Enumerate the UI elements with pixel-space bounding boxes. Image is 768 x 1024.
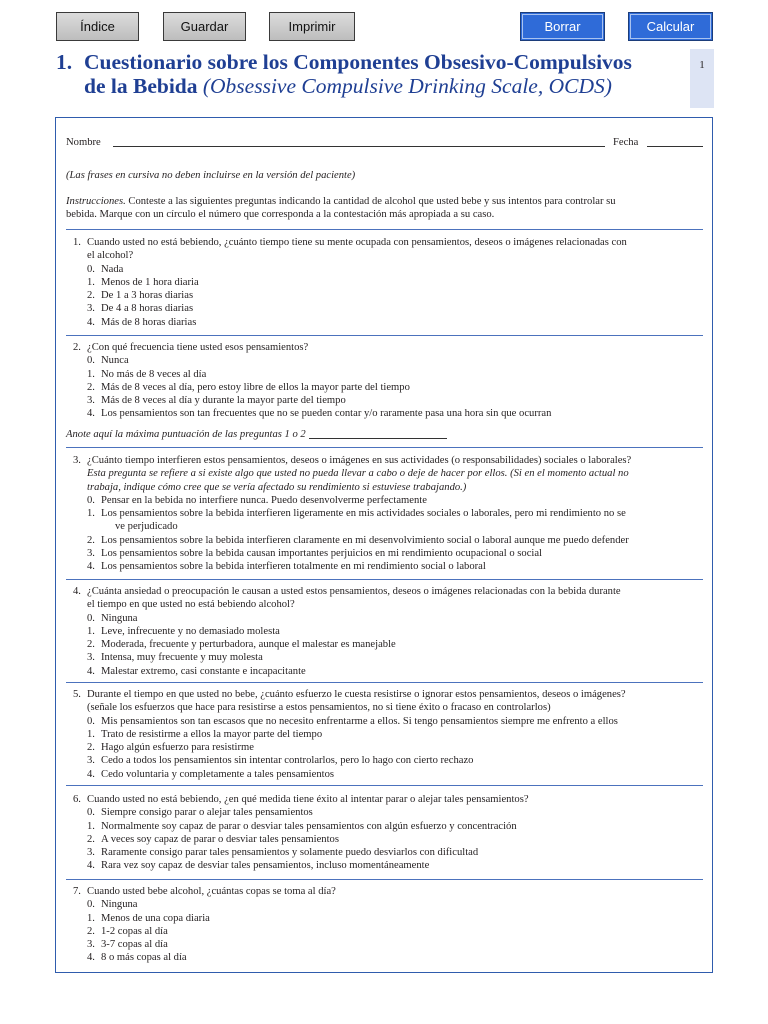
option-text: Los pensamientos son tan frecuentes que no se pueden contar y/o raramente pasa una hora sin que ocurran <box>101 408 552 420</box>
option-text: Los pensamientos sobre la bebida interfieren ligeramente en mis actividades sociales o laborales, pero mi rendimiento no se <box>101 508 626 520</box>
indice-button[interactable]: Índice <box>56 12 139 41</box>
option-text: 3-7 copas al día <box>101 939 168 951</box>
question-stem <box>73 585 705 598</box>
option-number[interactable]: 2. <box>87 290 95 302</box>
option-number[interactable]: 1. <box>87 508 95 520</box>
instructions-line-2: bebida. Marque con un círculo el número que corresponda a la contestación más apropiada a su caso. <box>66 209 495 220</box>
question-stem <box>73 249 705 262</box>
question-stem <box>73 598 705 611</box>
answer-option[interactable] <box>73 912 705 925</box>
question-1 <box>73 236 705 329</box>
answer-option[interactable] <box>73 951 705 964</box>
calcular-button[interactable]: Calcular <box>628 12 713 41</box>
question-note: trabaja, indique cómo cree que se vería afectado su rendimiento si estuviese trabajando.) <box>87 481 467 493</box>
question-stem <box>73 236 705 249</box>
question-number: 2. <box>73 342 81 353</box>
answer-option[interactable] <box>73 302 705 315</box>
question-7 <box>73 885 705 965</box>
option-text: Intensa, muy frecuente y muy molesta <box>101 652 263 664</box>
option-number[interactable]: 2. <box>87 639 95 651</box>
question-text: (señale los esfuerzos que hace para resistirse a estos pensamientos, no si tiene éxito o fracaso en controlarlos) <box>87 702 551 714</box>
option-number[interactable]: 3. <box>87 395 95 407</box>
question-text: el alcohol? <box>87 250 134 262</box>
answer-option[interactable] <box>73 898 705 911</box>
option-text: Los pensamientos sobre la bebida interfieren totalmente en mi rendimiento social o laboral <box>101 561 486 573</box>
borrar-button[interactable]: Borrar <box>520 12 605 41</box>
option-text: ve perjudicado <box>115 521 178 533</box>
answer-option[interactable] <box>73 494 705 507</box>
question-text: el tiempo en que usted no está bebiendo alcohol? <box>87 599 295 611</box>
question-text: Durante el tiempo en que usted no bebe, ¿cuánto esfuerzo le cuesta resistirse o ignorar estos pensamientos, deseos o imágenes? <box>87 689 626 700</box>
answer-option[interactable] <box>73 520 705 533</box>
question-number: 4. <box>73 586 81 597</box>
answer-option[interactable] <box>73 638 705 651</box>
option-text: Ninguna <box>101 899 138 911</box>
instructions-line-1 <box>66 195 616 208</box>
answer-option[interactable] <box>73 560 705 573</box>
question-number: 7. <box>73 886 81 897</box>
answer-option[interactable] <box>73 925 705 938</box>
option-number[interactable]: 4. <box>87 768 95 780</box>
anote-field[interactable] <box>309 438 447 439</box>
option-number[interactable]: 0. <box>87 263 95 275</box>
page-number: 1 <box>699 59 705 71</box>
question-text: ¿Cuánto tiempo interfieren estos pensamientos, deseos o imágenes en sus actividades (o responsabilidades) sociales o laborales? <box>87 455 632 466</box>
option-text: De 4 a 8 horas diarias <box>101 303 194 315</box>
answer-option[interactable] <box>73 407 705 420</box>
option-number[interactable]: 1. <box>87 728 95 740</box>
question-stem <box>73 454 705 467</box>
divider <box>66 785 703 786</box>
answer-option[interactable] <box>73 276 705 289</box>
option-text: Más de 8 horas diarias <box>101 316 197 328</box>
option-text: A veces soy capaz de parar o desviar tales pensamientos <box>101 833 339 845</box>
answer-option[interactable] <box>73 289 705 302</box>
answer-option[interactable] <box>73 768 705 781</box>
option-number[interactable]: 3. <box>87 847 95 859</box>
option-number[interactable]: 2. <box>87 381 95 393</box>
option-text: 8 o más copas al día <box>101 952 187 964</box>
option-number[interactable]: 2. <box>87 742 95 754</box>
option-number[interactable]: 1. <box>87 820 95 832</box>
italic-note: (Las frases en cursiva no deben incluirse en la versión del paciente) <box>66 170 356 181</box>
option-text: Cedo voluntaria y completamente a tales pensamientos <box>101 768 334 780</box>
option-number[interactable]: 3. <box>87 303 95 315</box>
fecha-label: Fecha <box>613 137 639 148</box>
answer-option[interactable] <box>73 651 705 664</box>
answer-option[interactable] <box>73 507 705 520</box>
question-3 <box>73 454 705 574</box>
question-stem <box>73 793 705 806</box>
option-text: Trato de resistirme a ellos la mayor parte del tiempo <box>101 728 323 740</box>
title-line-1: Cuestionario sobre los Componentes Obsesivo-Compulsivos <box>84 50 632 74</box>
question-5 <box>73 688 705 781</box>
option-number[interactable]: 0. <box>87 494 95 506</box>
option-number[interactable]: 2. <box>87 925 95 937</box>
option-number[interactable]: 4. <box>87 561 95 573</box>
option-text: Siempre consigo parar o alejar tales pensamientos <box>101 807 313 819</box>
instructions-label: Instrucciones. <box>66 196 126 207</box>
divider <box>66 579 703 580</box>
option-text: Malestar extremo, casi constante e incapacitante <box>101 665 306 677</box>
option-text: Menos de una copa diaria <box>101 912 210 924</box>
instructions-text-1: Conteste a las siguientes preguntas indicando la cantidad de alcohol que usted bebe y sus intentos para controlar su <box>125 196 616 207</box>
question-6 <box>73 793 705 873</box>
answer-option[interactable] <box>73 833 705 846</box>
answer-option[interactable] <box>73 612 705 625</box>
question-number: 1. <box>73 237 81 248</box>
answer-option[interactable] <box>73 715 705 728</box>
answer-option[interactable] <box>73 754 705 767</box>
option-number[interactable]: 3. <box>87 939 95 951</box>
answer-option[interactable] <box>73 806 705 819</box>
answer-option[interactable] <box>73 534 705 547</box>
question-number: 5. <box>73 689 81 700</box>
answer-option[interactable] <box>73 547 705 560</box>
option-number[interactable]: 4. <box>87 860 95 872</box>
option-number[interactable]: 4. <box>87 952 95 964</box>
option-number[interactable]: 4. <box>87 408 95 420</box>
divider <box>66 879 703 880</box>
option-number[interactable]: 2. <box>87 534 95 546</box>
option-text: Los pensamientos sobre la bebida interfieren claramente en mi desenvolvimiento social o laboral aunque me puedo defender <box>101 534 629 546</box>
answer-option[interactable] <box>73 263 705 276</box>
option-text: Pensar en la bebida no interfiere nunca. Puedo desenvolverme perfectamente <box>101 494 427 506</box>
option-text: Nada <box>101 263 124 275</box>
answer-option[interactable] <box>73 938 705 951</box>
answer-option[interactable] <box>73 368 705 381</box>
question-text: Cuando usted bebe alcohol, ¿cuántas copas se toma al día? <box>87 886 336 897</box>
option-text: Ninguna <box>101 612 138 624</box>
answer-option[interactable] <box>73 625 705 638</box>
option-text: Nunca <box>101 355 129 367</box>
nombre-label: Nombre <box>66 137 101 148</box>
option-text: Rara vez soy capaz de desviar tales pensamientos, incluso momentáneamente <box>101 860 430 872</box>
title-line-2-text: de la Bebida <box>84 74 198 98</box>
option-text: Normalmente soy capaz de parar o desviar tales pensamientos con algún esfuerzo y concentración <box>101 820 517 832</box>
question-text: Cuando usted no está bebiendo, ¿cuánto tiempo tiene su mente ocupada con pensamientos, deseos o imágenes relacionadas con <box>87 237 627 248</box>
question-number: 6. <box>73 794 81 805</box>
option-text: Mis pensamientos son tan escasos que no necesito enfrentarme a ellos. Si tengo pensamientos siempre me enfrento a ellos <box>101 715 618 727</box>
option-number[interactable]: 0. <box>87 355 95 367</box>
option-text: 1-2 copas al día <box>101 925 168 937</box>
option-number[interactable]: 0. <box>87 899 95 911</box>
option-number[interactable]: 1. <box>87 368 95 380</box>
question-stem <box>73 688 705 701</box>
option-number[interactable]: 1. <box>87 276 95 288</box>
answer-option[interactable] <box>73 859 705 872</box>
imprimir-button[interactable]: Imprimir <box>269 12 355 41</box>
anote-line <box>66 428 447 441</box>
question-text: ¿Con qué frecuencia tiene usted esos pensamientos? <box>87 342 309 353</box>
option-number[interactable]: 4. <box>87 665 95 677</box>
option-number[interactable]: 3. <box>87 548 95 560</box>
option-number[interactable]: 3. <box>87 652 95 664</box>
divider <box>66 447 703 448</box>
option-text: No más de 8 veces al día <box>101 368 207 380</box>
fecha-field[interactable] <box>647 146 703 147</box>
option-text: De 1 a 3 horas diarias <box>101 290 194 302</box>
answer-option[interactable] <box>73 354 705 367</box>
option-number[interactable]: 0. <box>87 807 95 819</box>
answer-option[interactable] <box>73 316 705 329</box>
question-2 <box>73 341 705 421</box>
title-number: 1. <box>56 50 73 74</box>
option-number[interactable]: 2. <box>87 833 95 845</box>
question-4 <box>73 585 705 678</box>
page-number-tab <box>690 49 714 108</box>
answer-option[interactable] <box>73 728 705 741</box>
question-number: 3. <box>73 455 81 466</box>
option-text: Raramente consigo parar tales pensamientos y solamente puedo desviarlos con dificultad <box>101 847 479 859</box>
question-text: ¿Cuánta ansiedad o preocupación le causan a usted estos pensamientos, deseos o imágenes relacionadas con la bebida durante <box>87 586 621 597</box>
nombre-field[interactable] <box>113 146 605 147</box>
option-text: Los pensamientos sobre la bebida causan importantes perjuicios en mi rendimiento ocupacional o social <box>101 548 542 560</box>
option-number[interactable]: 0. <box>87 612 95 624</box>
title-italic: (Obsessive Compulsive Drinking Scale, OCDS) <box>202 74 612 98</box>
divider <box>66 229 703 230</box>
divider <box>66 682 703 683</box>
answer-option[interactable] <box>73 394 705 407</box>
answer-option[interactable] <box>73 820 705 833</box>
option-number[interactable]: 4. <box>87 316 95 328</box>
option-text: Menos de 1 hora diaria <box>101 276 199 288</box>
question-stem <box>73 885 705 898</box>
answer-option[interactable] <box>73 381 705 394</box>
question-note: Esta pregunta se refiere a si existe algo que usted no pueda llevar a cabo o deje de hacer por ellos. (Si en el momento actual no <box>87 468 629 480</box>
divider <box>66 335 703 336</box>
answer-option[interactable] <box>73 846 705 859</box>
option-text: Hago algún esfuerzo para resistirme <box>101 742 254 754</box>
option-text: Moderada, frecuente y perturbadora, aunque el malestar es manejable <box>101 639 396 651</box>
option-text: Más de 8 veces al día, pero estoy libre de ellos la mayor parte del tiempo <box>101 381 410 393</box>
option-number[interactable]: 1. <box>87 625 95 637</box>
question-stem <box>73 701 705 714</box>
answer-option[interactable] <box>73 665 705 678</box>
option-number[interactable]: 0. <box>87 715 95 727</box>
option-number[interactable]: 1. <box>87 912 95 924</box>
anote-text: Anote aquí la máxima puntuación de las preguntas 1 o 2 <box>66 429 306 440</box>
option-text: Más de 8 veces al día y durante la mayor parte del tiempo <box>101 395 346 407</box>
option-text: Cedo a todos los pensamientos sin intentar controlarlos, pero lo hago con cierto rechazo <box>101 755 474 767</box>
question-stem <box>73 341 705 354</box>
title-line-2 <box>84 74 612 98</box>
question-text: Cuando usted no está bebiendo, ¿en qué medida tiene éxito al intentar parar o alejar tales pensamientos? <box>87 794 529 805</box>
guardar-button[interactable]: Guardar <box>163 12 246 41</box>
option-text: Leve, infrecuente y no demasiado molesta <box>101 625 280 637</box>
answer-option[interactable] <box>73 741 705 754</box>
option-number[interactable]: 3. <box>87 755 95 767</box>
